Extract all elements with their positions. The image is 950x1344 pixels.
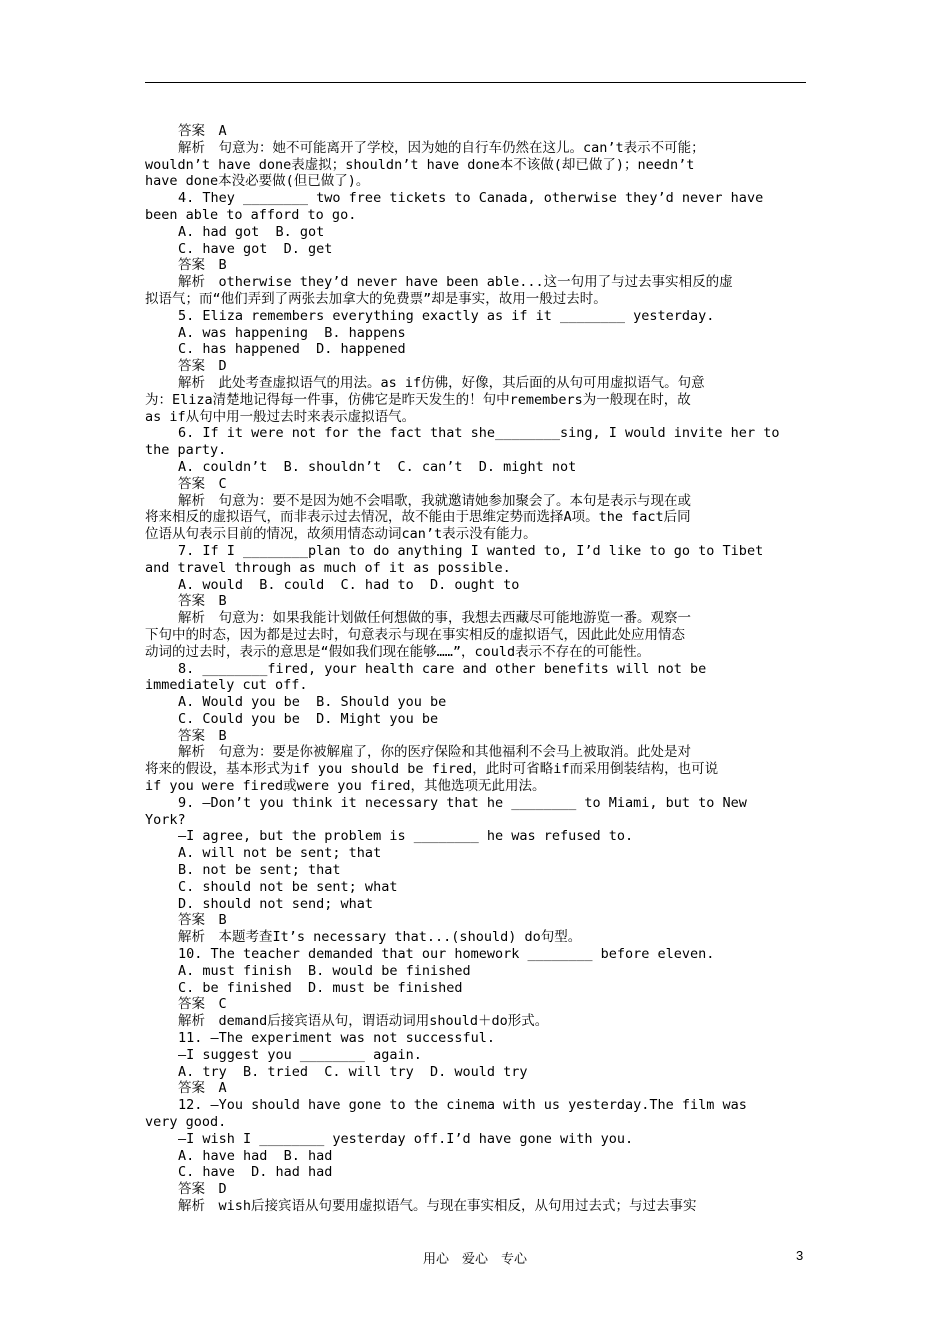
footer-motto: 用心 爱心 专心 [422,1252,527,1267]
text-line: A. will not be sent; that [178,845,382,862]
text-line: C. be finished D. must be finished [178,979,463,996]
text-line: 7. If I ________plan to do anything I wanted to, I’d like to go to Tibet [178,542,764,559]
text-line: A. couldn’t B. shouldn’t C. can’t D. might not [178,458,577,475]
text-line: 拟语气；而“他们弄到了两张去加拿大的免费票”却是事实，故用一般过去时。 [145,290,607,307]
text-line: A. have had B. had [178,1147,333,1164]
text-line: A. try B. tried C. will try D. would try [178,1063,528,1080]
text-line: 将来的假设，基本形式为if you should be fired，此时可省略if而采用倒装结构，也可说 [145,761,719,778]
text-line: 答案 D [178,1181,227,1198]
text-line: 下句中的时态，因为都是过去时，句意表示与现在事实相反的虚拟语气，因此此处应用情态 [145,626,685,643]
text-line: 答案 C [178,475,227,492]
text-line: 答案 C [178,996,227,1013]
text-line: 解析 wish后接宾语从句要用虚拟语气。与现在事实相反，从句用过去式；与过去事实 [178,1198,697,1214]
text-line: C. have D. had had [178,1164,333,1181]
text-line: C. have got D. get [178,240,333,257]
text-line: 5. Eliza remembers everything exactly as if it ________ yesterday. [178,307,715,324]
text-line: 解析 句意为：她不可能离开了学校，因为她的自行车仍然在这儿。can’t表示不可能； [178,139,705,156]
text-line: the party. [145,442,227,459]
text-line: A. had got B. got [178,223,325,240]
text-line: been able to afford to go. [145,206,357,223]
text-line: 答案 B [178,593,227,610]
text-line: 解析 句意为：要是你被解雇了，你的医疗保险和其他福利不会马上被取消。此处是对 [178,744,691,761]
text-line: —I suggest you ________ again. [178,1046,422,1063]
text-line: 10. The teacher demanded that our homework ________ before eleven. [178,946,715,963]
text-line: 解析 本题考查It’s necessary that...(should) do句型。 [178,929,582,946]
text-line: 答案 A [178,1080,227,1097]
page-number: 3 [796,1248,804,1263]
text-line: 答案 A [178,123,227,139]
text-line: A. Would you be B. Should you be [178,694,447,711]
text-line: 位语从句表示目前的情况，故须用情态动词can’t表示没有能力。 [145,526,537,543]
text-line: 11. —The experiment was not successful. [178,1030,495,1047]
text-line: and travel through as much of it as possible. [145,559,511,576]
text-line: 解析 otherwise they’d never have been able...这一句用了与过去事实相反的虚 [178,274,733,291]
text-line: 解析 demand后接宾语从句，谓语动词用should＋do形式。 [178,1013,549,1030]
text-line: 4. They ________ two free tickets to Canada, otherwise they’d never have [178,190,764,207]
text-line: 动词的过去时，表示的意思是“假如我们现在能够……”，could表示不存在的可能性。 [145,643,651,660]
text-line: 答案 D [178,358,227,375]
text-line: immediately cut off. [145,677,308,694]
text-line: York? [145,811,186,828]
document-body [145,123,808,1215]
text-line: 解析 此处考查虚拟语气的用法。as if仿佛，好像，其后面的从句可用虚拟语气。句意 [178,374,705,391]
text-line: C. should not be sent; what [178,878,398,895]
text-line: B. not be sent; that [178,862,341,879]
text-line: D. should not send; what [178,895,374,912]
text-line: wouldn’t have done表虚拟；shouldn’t have done本不该做(却已做了)；needn’t [145,156,695,173]
text-line: 解析 句意为：如果我能计划做任何想做的事，我想去西藏尽可能地游览一番。观察一 [178,610,691,627]
text-line: A. must finish B. would be finished [178,962,471,979]
text-line: 答案 B [178,257,227,274]
text-line: 12. —You should have gone to the cinema with us yesterday.The film was [178,1097,747,1114]
text-line: 解析 句意为：要不是因为她不会唱歌，我就邀请她参加聚会了。本句是表示与现在或 [178,492,691,509]
header-rule [145,82,806,83]
text-line: as if从句中用一般过去时来表示虚拟语气。 [145,408,416,425]
text-line: if you were fired或were you fired，其他选项无此用法。 [145,778,546,795]
text-line: —I agree, but the problem is ________ he was refused to. [178,828,634,845]
text-line: C. Could you be D. Might you be [178,710,439,727]
text-line: 答案 B [178,727,227,744]
text-line: 为：Eliza清楚地记得每一件事，仿佛它是昨天发生的！句中remembers为一般现在时，故 [145,391,691,408]
text-line: have done本没必要做(但已做了)。 [145,173,370,190]
text-line: very good. [145,1114,227,1131]
text-line: C. has happened D. happened [178,341,406,358]
text-line: 8. ________fired, your health care and other benefits will not be [178,660,707,677]
text-line: 6. If it were not for the fact that she________sing, I would invite her to [178,425,780,442]
text-line: A. was happening B. happens [178,324,406,341]
text-line: 9. —Don’t you think it necessary that he ________ to Miami, but to New [178,794,747,811]
text-line: —I wish I ________ yesterday off.I’d have gone with you. [178,1130,634,1147]
text-line: 答案 B [178,912,227,929]
text-line: A. would B. could C. had to D. ought to [178,576,520,593]
text-line: 将来相反的虚拟语气，而非表示过去情况，故不能由于思维定势而选择A项。the fact后同 [145,509,691,526]
